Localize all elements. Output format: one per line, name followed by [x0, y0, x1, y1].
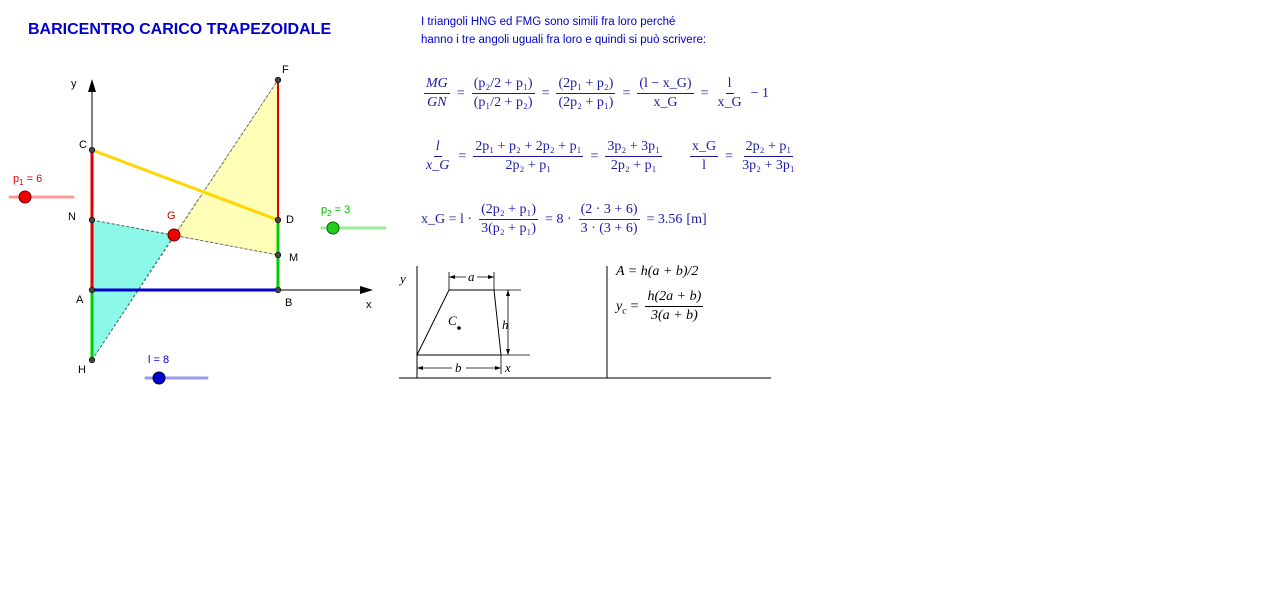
- equation-2: $\frac{l}{x\_G}$ = $\frac{\text{2p₁ + p₂ + 2p₂ + p₁}}{\text{2p₂ + p₁}}$ = $\frac{\text{3p₂ + 3p₁}}{\text{2p₂ + p₁}}$ $\frac{x\_G}{l}$ = $\frac{\text{2p₂ + p₁}}{\text{3p₂ + 3p₁}}$: [426, 139, 795, 174]
- slider-l[interactable]: [146, 354, 207, 384]
- eq1-frac-4: $\frac{(l - x\_G)}{x\_G}$: [639, 76, 692, 111]
- description-line-1: I triangoli HNG ed FMG sono simili fra loro perché: [421, 16, 676, 28]
- slider-l-label: l = 8: [148, 354, 170, 366]
- eq3-unit: [m]: [686, 211, 707, 227]
- eq2-frac-3: $\frac{\text{3p₂ + 3p₁}}{\text{2p₂ + p₁}}$: [607, 139, 661, 174]
- label-m: M: [289, 252, 299, 264]
- point-g[interactable]: [168, 229, 180, 241]
- page-title: BARICENTRO CARICO TRAPEZOIDALE: [28, 21, 332, 38]
- description-line-2: hanno i tre angoli uguali fra loro e quindi si può scrivere:: [421, 34, 707, 46]
- point-m[interactable]: [275, 252, 281, 258]
- slider-l-knob[interactable]: [153, 372, 165, 384]
- figure-label-y: y: [400, 271, 406, 286]
- eq1-frac-3: $\frac{\text{(2p₁ + p₂)}}{\text{(2p₂ + p₁)}}$: [558, 76, 614, 111]
- eq3-frac-2: $\frac{(2 \cdot 3 + 6)}{3 \cdot (3 + 6)}$: [580, 202, 638, 237]
- geometry-canvas[interactable]: [0, 0, 400, 400]
- label-d: D: [286, 214, 294, 226]
- point-h[interactable]: [89, 357, 95, 363]
- point-d[interactable]: [275, 217, 281, 223]
- figure-label-a: a: [468, 269, 475, 284]
- slider-p1-label: $p_1 = 6$: [13, 173, 43, 187]
- point-c[interactable]: [89, 147, 95, 153]
- equation-1: $\frac{MG}{GN}$ = $\frac{\text{(p₂/2 + p₁)}}{\text{(p₁/2 + p₂)}}$ = $\frac{\text{(2p₁ + p₂)}}{\text{(2p₂ + p₁)}}$ = $\frac{(l - x\_G)}{x\_G}$ = $\frac{l}{x\_G}$ − 1: [426, 76, 770, 111]
- point-b[interactable]: [275, 287, 281, 293]
- figure-label-b: b: [455, 360, 462, 375]
- label-n: N: [68, 211, 76, 223]
- trapezoid-shape: [417, 290, 501, 355]
- formula-yc: $y_c$ = $\frac{h(2a + b)}{3(a + b)}$: [616, 289, 702, 324]
- eq3-result: = 3.56: [646, 211, 683, 227]
- label-x-axis: x: [366, 299, 372, 311]
- label-b: B: [285, 297, 293, 309]
- dim-h-arrow-top: [506, 290, 510, 296]
- dim-b-arrow-right: [495, 366, 501, 370]
- point-f[interactable]: [275, 77, 281, 83]
- eq3-frac-1: $\frac{\text{(2p₂ + p₁)}}{\text{3(p₂ + p₁)}}$: [481, 202, 537, 237]
- trapezoid-figure: [396, 262, 776, 382]
- eq2-frac-2: $\frac{\text{2p₁ + p₂ + 2p₂ + p₁}}{\text{2p₂ + p₁}}$: [475, 139, 582, 174]
- slider-p2-label: $p_2 = 3$: [321, 204, 351, 218]
- eq1-frac-2: $\frac{\text{(p₂/2 + p₁)}}{\text{(p₁/2 + p₂)}}$: [473, 76, 533, 111]
- eq2-frac-4: $\frac{x\_G}{l}$: [692, 139, 717, 174]
- figure-label-c: C: [448, 313, 457, 328]
- point-n[interactable]: [89, 217, 95, 223]
- eq2-frac-5: $\frac{\text{2p₂ + p₁}}{\text{3p₂ + 3p₁}}$: [742, 139, 795, 174]
- eq1-frac-5: $\frac{l}{x\_G}$: [717, 76, 742, 111]
- dim-a-arrow-right: [488, 275, 494, 279]
- slider-p1[interactable]: [10, 173, 73, 203]
- figure-label-x: x: [505, 360, 511, 375]
- triangle-fmg: [174, 80, 278, 255]
- slider-p1-knob[interactable]: [19, 191, 31, 203]
- y-axis-arrow: [88, 79, 96, 92]
- slider-p2-knob[interactable]: [327, 222, 339, 234]
- point-a[interactable]: [89, 287, 95, 293]
- label-y-axis: y: [71, 78, 77, 90]
- dim-a-arrow-left: [449, 275, 455, 279]
- centroid-dot: [457, 326, 461, 330]
- slider-p2[interactable]: [321, 204, 385, 234]
- eq1-lhs: $\frac{MG}{GN}$: [426, 76, 448, 111]
- dim-h-arrow-bottom: [506, 349, 510, 355]
- equation-3: x_G = l · $\frac{\text{(2p₂ + p₁)}}{\text{3(p₂ + p₁)}}$ = 8 · $\frac{(2 \cdot 3 + 6)}{3 \cdot (3 + 6)}$ = 3.56 [m]: [421, 202, 707, 237]
- label-a: A: [76, 294, 84, 306]
- eq2-lhs: $\frac{l}{x\_G}$: [426, 139, 450, 174]
- label-h: H: [78, 364, 86, 376]
- label-f: F: [282, 64, 289, 76]
- label-c: C: [79, 139, 87, 151]
- dim-b-arrow-left: [417, 366, 423, 370]
- formula-area: A = h(a + b)/2: [616, 264, 699, 279]
- figure-label-h: h: [502, 317, 509, 332]
- label-g: G: [167, 210, 176, 222]
- x-axis-arrow: [360, 286, 373, 294]
